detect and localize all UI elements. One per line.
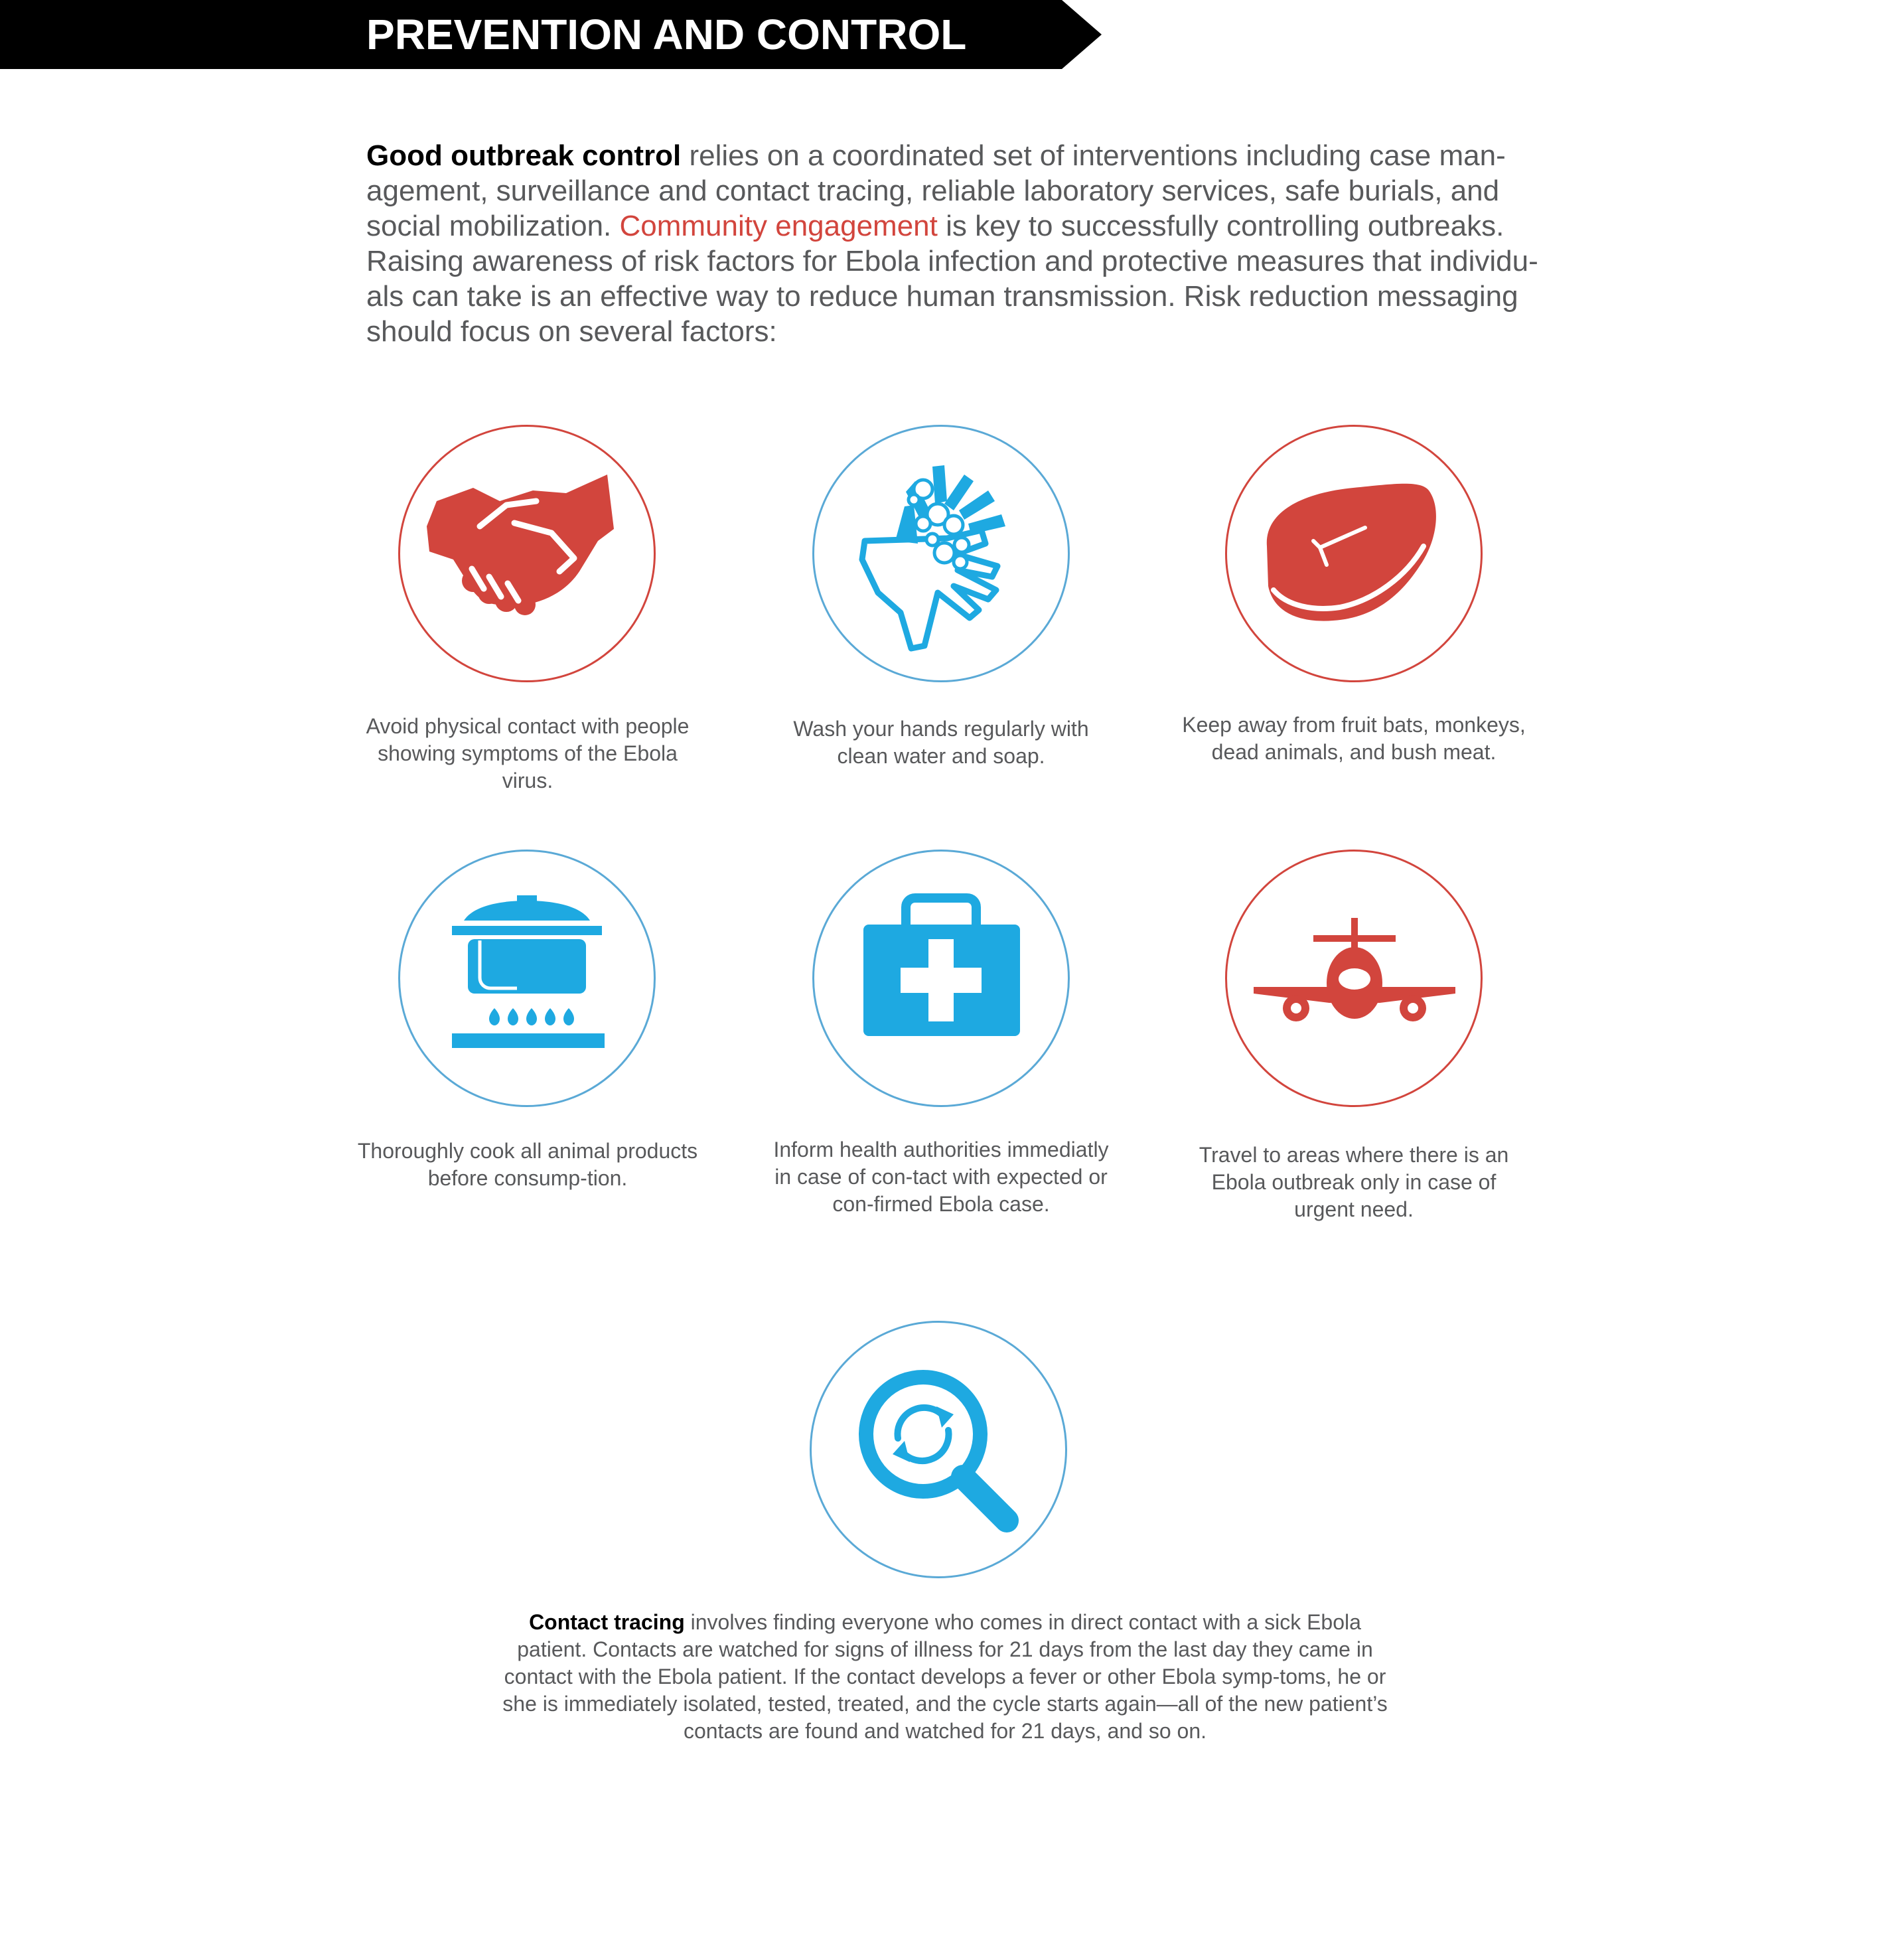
factor-caption-3: Keep away from fruit bats, monkeys, dead animals, and bush meat. — [1182, 713, 1526, 764]
meat-icon — [1227, 427, 1481, 680]
medical-kit-circle — [812, 850, 1070, 1107]
intro-highlight: Community engagement — [619, 210, 938, 242]
intro-paragraph — [366, 138, 1561, 349]
airplane-circle — [1225, 850, 1483, 1107]
contact-tracing-lead: Contact tracing — [529, 1610, 685, 1634]
meat-circle — [1225, 425, 1483, 682]
contact-tracing-paragraph — [494, 1609, 1396, 1745]
hand-washing-circle — [812, 425, 1070, 682]
factor-caption-1: Avoid physical contact with people showing symptoms of the Ebola virus. — [366, 714, 690, 792]
medical-kit-icon — [814, 852, 1068, 1105]
factor-caption-2: Wash your hands regularly with clean water and soap. — [793, 717, 1089, 768]
intro-lead: Good outbreak control — [366, 139, 682, 172]
handshake-circle — [398, 425, 656, 682]
hand-washing-icon — [814, 427, 1068, 680]
page-title: PREVENTION AND CONTROL — [366, 11, 967, 58]
factor-caption-4: Thoroughly cook all animal products before consump-tion. — [357, 1139, 698, 1190]
intro-text-2: is key to successfully controlling outbreaks. Raising awareness of risk factors for Ebola infection and protective measures that individu-als can take is an effective way to reduce human transmission. Risk reduction messaging should focus on several factors: — [366, 210, 1538, 348]
airplane-icon — [1227, 852, 1481, 1105]
cooking-pot-icon — [400, 852, 654, 1105]
handshake-icon — [400, 427, 654, 680]
factor-caption-5: Inform health authorities immediatly in case of con-tact with expected or con-firmed Ebola case. — [773, 1138, 1109, 1216]
intro-text-1: relies on a coordinated set of interventions including case man-agement, surveillance and contact tracing, reliable laboratory services, safe burials, and social mobilization. — [366, 139, 1506, 242]
magnifier-cycle-icon — [812, 1323, 1065, 1576]
magnifier-circle — [810, 1321, 1067, 1578]
contact-tracing-text: involves finding everyone who comes in direct contact with a sick Ebola patient. Contacts are watched for signs of illness for 21 days from the last day they came in contact with the Ebola patient. If the contact develops a fever or other Ebola symp-toms, he or she is immediately isolated, tested, treated, and the cycle starts again—all of the new patient’s contacts are found and watched for 21 days, and so on. — [502, 1610, 1388, 1743]
cooking-pot-circle — [398, 850, 656, 1107]
factor-caption-6: Travel to areas where there is an Ebola outbreak only in case of urgent need. — [1199, 1143, 1509, 1221]
